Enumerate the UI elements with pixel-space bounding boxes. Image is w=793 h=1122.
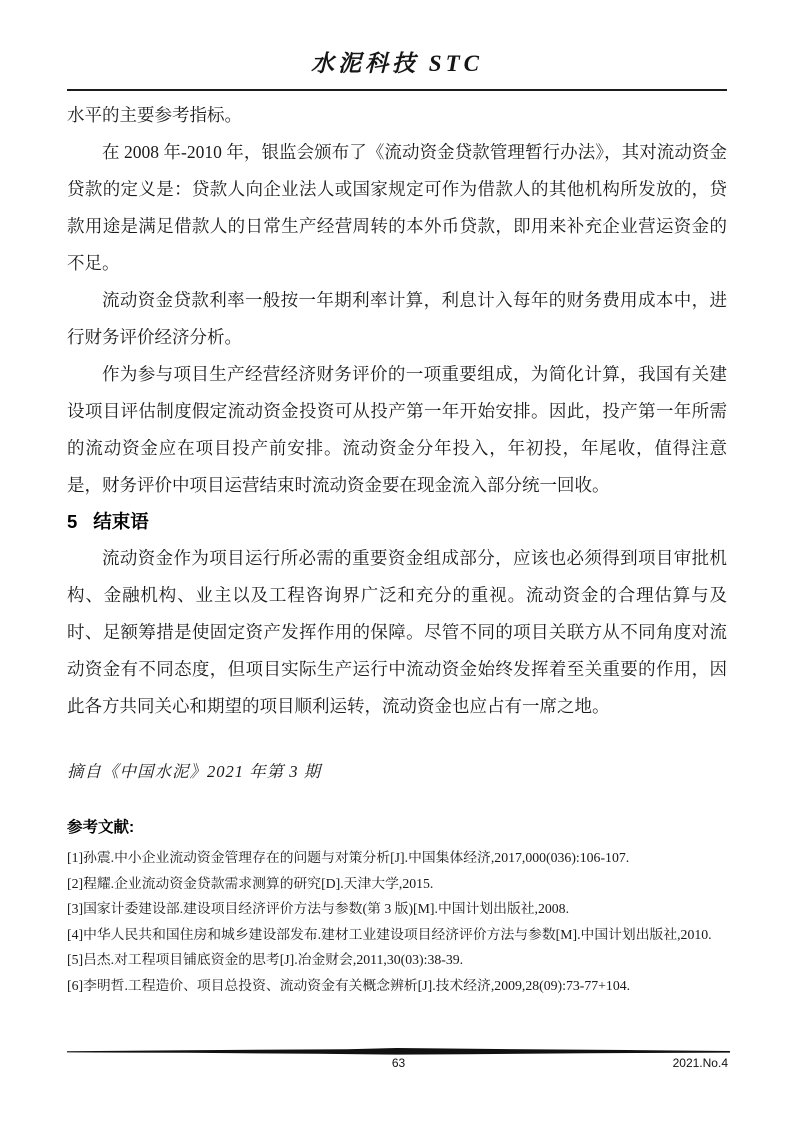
footer-rule xyxy=(67,1048,730,1055)
references-heading: 参考文献: xyxy=(67,819,135,836)
footer-row xyxy=(67,1056,730,1074)
header-rule xyxy=(67,89,727,91)
reference-item: [1]孙震.中小企业流动资金管理存在的问题与对策分析[J].中国集体经济,2017,000(036):106-107. xyxy=(67,850,630,865)
paragraph: 作为参与项目生产经营经济财务评价的一项重要组成，为简化计算，我国有关建设项目评估制度假定流动资金投资可从投产第一年开始安排。因此，投产第一年所需的流动资金应在项目投产前安排。流动资金分年投入，年初投，年尾收，值得注意是，财务评价中项目运营结束时流动资金要在现金流入部分统一回收。 xyxy=(67,364,727,495)
reference-item: [4]中华人民共和国住房和城乡建设部发布.建材工业建设项目经济评价方法与参数[M].中国计划出版社,2010. xyxy=(67,926,712,942)
reference-item: [3]国家计委建设部.建设项目经济评价方法与参数(第 3 版)[M].中国计划出版社,2008. xyxy=(67,901,570,916)
conclusion-paragraph: 流动资金作为项目运行所必需的重要资金组成部分，应该也必须得到项目审批机构、金融机构、业主以及工程咨询界广泛和充分的重视。流动资金的合理估算与及时、足额筹措是使固定资产发挥作用的保障。尽管不同的项目关联方从不同角度对流动资金有不同态度，但项目实际生产运行中流动资金始终发挥着至关重要的作用，因此各方共同关心和期望的项目顺利运转，流动资金也应占有一席之地。 xyxy=(67,548,727,716)
page-footer xyxy=(67,1048,730,1074)
issue-number: 2021.No.4 xyxy=(672,1056,728,1070)
section-number: 5 xyxy=(67,511,78,532)
page-content xyxy=(67,0,727,998)
page-number: 63 xyxy=(391,1056,406,1070)
section-heading xyxy=(67,505,727,539)
paragraph: 在 2008 年-2010 年，银监会颁布了《流动资金贷款管理暂行办法》，其对流动资金贷款的定义是：贷款人向企业法人或国家规定可作为借款人的其他机构所发放的，贷款用途是满足借款人的日常生产经营周转的本外币贷款，即用来补充企业营运资金的不足。 xyxy=(67,142,727,273)
journal-title: 水泥科技 STC xyxy=(311,51,483,76)
reference-item: [5]吕杰.对工程项目铺底资金的思考[J].冶金财会,2011,30(03):38-39. xyxy=(67,952,464,967)
section-title: 结束语 xyxy=(93,511,149,532)
source-note: 摘自《中国水泥》2021 年第 3 期 xyxy=(67,762,322,781)
article-body xyxy=(67,97,727,998)
paragraph: 流动资金贷款利率一般按一年期利率计算，利息计入每年的财务费用成本中，进行财务评价经济分析。 xyxy=(67,290,727,347)
reference-item: [6]李明哲.工程造价、项目总投资、流动资金有关概念辨析[J].技术经济,2009,28(09):73-77+104. xyxy=(67,977,631,993)
continuation-paragraph: 水平的主要参考指标。 xyxy=(67,105,242,125)
references-list xyxy=(67,845,727,998)
reference-item: [2]程耀.企业流动资金贷款需求测算的研究[D].天津大学,2015. xyxy=(67,875,434,891)
